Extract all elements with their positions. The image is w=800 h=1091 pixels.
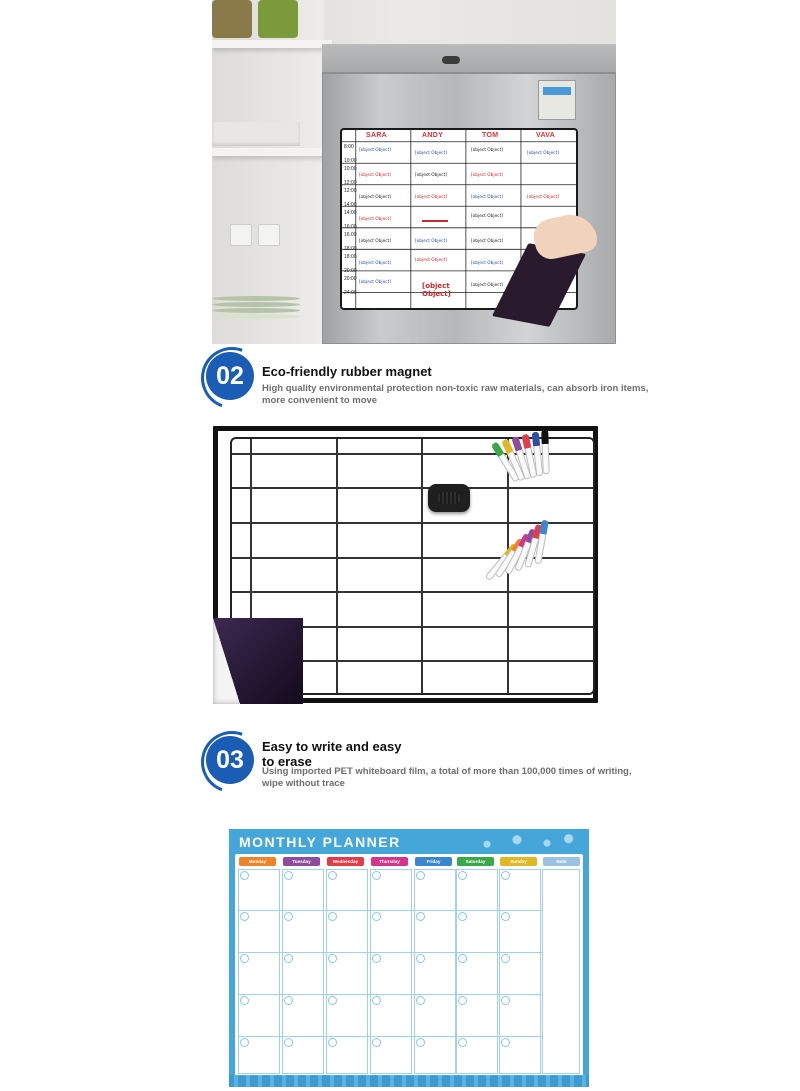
time-label: 24:00 (344, 290, 357, 296)
schedule-entry: [object Object] (471, 239, 503, 244)
schedule-entry: [object Object] (415, 195, 447, 200)
feature-title-magnet: Eco-friendly rubber magnet (262, 364, 432, 379)
time-label: 8:00 (344, 144, 354, 150)
day-tab-thursday: Thursday (371, 857, 408, 866)
magnetic-eraser (428, 484, 470, 512)
date-circle (328, 871, 337, 880)
date-circle (328, 996, 337, 1005)
date-circle (284, 1038, 293, 1047)
name-header-vava: VAVA (536, 132, 556, 139)
date-circle (372, 1038, 381, 1047)
marker (541, 430, 550, 474)
date-circle (284, 871, 293, 880)
date-circle (240, 1038, 249, 1047)
time-label: 12:00 (344, 188, 357, 194)
day-tab-saturday: Saturday (457, 857, 494, 866)
tissue-box (212, 122, 300, 146)
planner-calendar (235, 854, 583, 1076)
date-circle (416, 912, 425, 921)
date-circle (458, 996, 467, 1005)
feature-title-erase-line2: to erase (262, 754, 312, 769)
day-tab-wednesday: Wednesday (327, 857, 364, 866)
date-circle (501, 954, 510, 963)
schedule-entry: [object Object] (359, 239, 391, 244)
schedule-entry: [object Object] (359, 195, 391, 200)
fridge-indicator (442, 56, 460, 64)
time-label: 18:00 (344, 254, 357, 260)
schedule-entry: [object Object] (415, 173, 447, 178)
schedule-entry: [object Object] (359, 148, 391, 153)
time-label: 16:00 (344, 224, 357, 230)
date-circle (458, 954, 467, 963)
schedule-entry: [object Object] (471, 173, 503, 178)
date-circle (284, 912, 293, 921)
time-label: 18:00 (344, 246, 357, 252)
wall-socket-2 (258, 224, 280, 246)
time-label: 20:00 (344, 276, 357, 282)
date-circle (501, 996, 510, 1005)
section-number: 03 (216, 745, 244, 774)
feature-title-erase-line1: Easy to write and easy (262, 739, 402, 754)
date-circle (458, 871, 467, 880)
schedule-entry: [object Object] (415, 258, 447, 263)
section-number: 02 (216, 361, 244, 390)
jar-left (212, 0, 252, 38)
date-circle (372, 954, 381, 963)
name-header-andy: ANDY (422, 132, 444, 139)
wall (212, 0, 324, 344)
time-label: 14:00 (344, 202, 357, 208)
date-circle (372, 996, 381, 1005)
date-circle (328, 912, 337, 921)
day-tab-sunday: Sunday (500, 857, 537, 866)
time-label: 20:00 (344, 268, 357, 274)
product-photo-fridge (212, 0, 616, 344)
date-circle (416, 954, 425, 963)
wall-socket-1 (230, 224, 252, 246)
day-tab-monday: Monday (239, 857, 276, 866)
date-circle (240, 871, 249, 880)
date-circle (372, 871, 381, 880)
name-header-sara: SARA (366, 132, 388, 139)
date-circle (372, 912, 381, 921)
day-tab-note: Note (543, 857, 580, 866)
time-label: 10:00 (344, 166, 357, 172)
schedule-dash (422, 220, 448, 222)
feature-description-magnet: High quality environmental protection non-toxic raw materials, can absorb iron items, more convenient to move (262, 383, 649, 406)
time-label: 14:00 (344, 210, 357, 216)
date-circle (240, 954, 249, 963)
date-circle (328, 1038, 337, 1047)
schedule-entry: [object Object] (471, 261, 503, 266)
schedule-entry: [object Object] (471, 148, 503, 153)
schedule-entry: [object Object] (471, 214, 503, 219)
schedule-entry: [object Object] (415, 239, 447, 244)
date-circle (240, 912, 249, 921)
schedule-entry: [object Object] (359, 280, 391, 285)
day-tab-tuesday: Tuesday (283, 857, 320, 866)
skyline-decoration (229, 1075, 589, 1087)
day-tab-friday: Friday (415, 857, 452, 866)
floral-decoration (463, 831, 583, 853)
date-circle (284, 996, 293, 1005)
schedule-entry: [object Object] (471, 283, 503, 288)
date-circle (501, 912, 510, 921)
date-circle (501, 1038, 510, 1047)
section-number-badge-02 (206, 352, 254, 400)
date-circle (458, 1038, 467, 1047)
date-circle (284, 954, 293, 963)
schedule-entry: [object Object] (359, 173, 391, 178)
monthly-planner-board (229, 829, 589, 1087)
fridge-top-panel (322, 44, 616, 74)
feature-description-erase: Using imported PET whiteboard film, a total of more than 100,000 times of writing, wipe without trace (262, 766, 632, 789)
name-header-tom: TOM (482, 132, 499, 139)
schedule-entry: [object Object] (471, 195, 503, 200)
date-circle (458, 912, 467, 921)
date-circle (416, 871, 425, 880)
date-circle (240, 996, 249, 1005)
date-circle (416, 996, 425, 1005)
plates-stack (212, 294, 302, 324)
date-circle (501, 871, 510, 880)
time-label: 12:00 (344, 180, 357, 186)
date-circle (328, 954, 337, 963)
energy-label (538, 80, 576, 120)
schedule-entry: [object Object] (422, 282, 451, 298)
time-label: 10:00 (344, 158, 357, 164)
date-circle (416, 1038, 425, 1047)
time-label: 16:00 (344, 232, 357, 238)
note-column (542, 869, 580, 1074)
schedule-entry: [object Object] (359, 261, 391, 266)
schedule-entry: [object Object] (527, 195, 559, 200)
schedule-entry: [object Object] (359, 217, 391, 222)
section-number-badge-03 (206, 736, 254, 784)
schedule-entry: [object Object] (415, 151, 447, 156)
shelf-middle (212, 148, 332, 156)
jar-right (258, 0, 298, 38)
planner-title: MONTHLY PLANNER (239, 834, 401, 850)
shelf-top (212, 40, 332, 48)
schedule-entry: [object Object] (527, 151, 559, 156)
